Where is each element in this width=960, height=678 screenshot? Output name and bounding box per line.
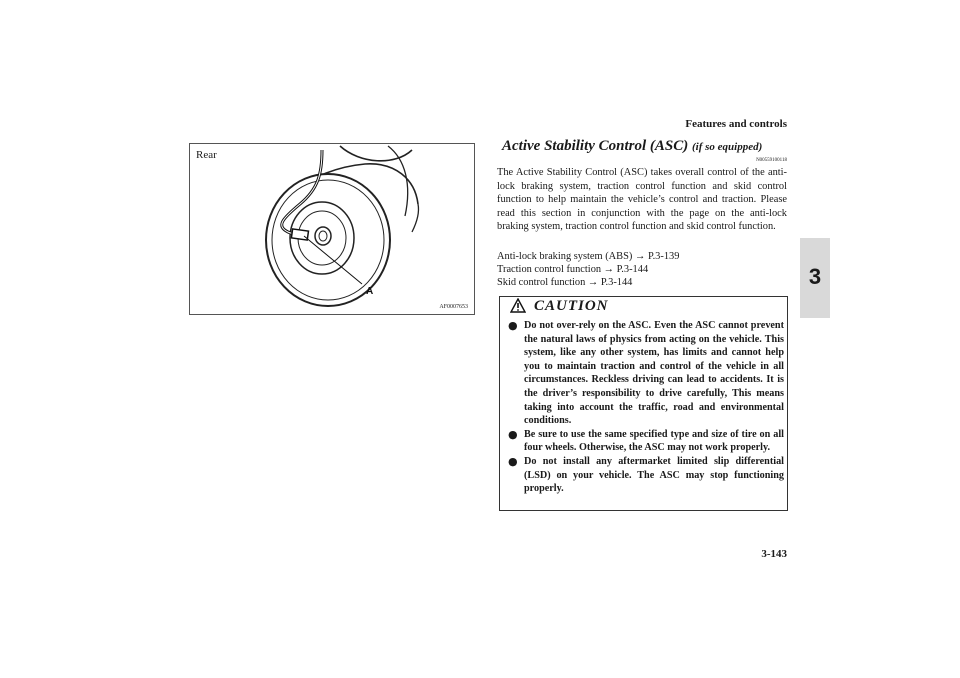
chapter-tab [800, 238, 830, 318]
section-title [502, 138, 762, 155]
caution-item [508, 428, 784, 455]
page-number: 3-143 [761, 548, 787, 560]
section-ref-code: N00559100118 [756, 158, 787, 163]
caution-item-text: Be sure to use the same specified type and size of tire on all four wheels. Otherwise, the ASC may not work properly. [524, 428, 784, 454]
figure-code: AF0007653 [439, 304, 468, 310]
cross-reference-skid-control[interactable]: Skid control function → P.3-144 [497, 277, 633, 289]
bullet-icon: ● [508, 454, 518, 468]
section-paragraph: The Active Stability Control (ASC) takes overall control of the anti-lock braking system, traction control function and skid control function to help maintain the vehicle’s control and traction. Please read this section in conjunction with the page on the anti-lock braking system, traction control function and skid control function. [497, 167, 787, 233]
caution-heading [510, 298, 609, 315]
figure-wheel-sensor [189, 143, 475, 315]
caution-item-text: Do not over-rely on the ASC. Even the ASC cannot prevent the natural laws of physics from acting on the vehicle. This system, like any other system, has limits and cannot help you to maintain traction and control of the vehicle in all circumstances. Reckless driving can lead to accidents. It is the driver’s responsibility to drive carefully, This means taking into account the traffic, road and environmental conditions. [524, 320, 784, 427]
figure-label-rear: Rear [196, 149, 217, 161]
wheel-sensor-illustration [190, 144, 476, 316]
cross-reference-traction-control[interactable]: Traction control function → P.3-144 [497, 264, 649, 276]
cross-reference-list [497, 250, 787, 290]
figure-callout-a: A [366, 286, 374, 297]
chapter-number: 3 [808, 264, 822, 289]
bullet-icon: ● [508, 427, 518, 441]
caution-box [499, 296, 788, 511]
caution-item [508, 319, 784, 428]
running-header: Features and controls [685, 118, 787, 130]
section-title-note: (if so equipped) [692, 141, 763, 153]
warning-triangle-icon [510, 298, 526, 313]
caution-item [508, 455, 784, 496]
section-title-text: Active Stability Control (ASC) [502, 138, 689, 154]
caution-list [508, 319, 784, 496]
caution-heading-text: CAUTION [534, 298, 609, 314]
bullet-icon: ● [508, 319, 518, 332]
caution-item-text: Do not install any aftermarket limited slip differential (LSD) on your vehicle. The ASC may stop functioning properly. [524, 455, 784, 495]
cross-reference-abs[interactable]: Anti-lock braking system (ABS) → P.3-139 [497, 251, 680, 262]
